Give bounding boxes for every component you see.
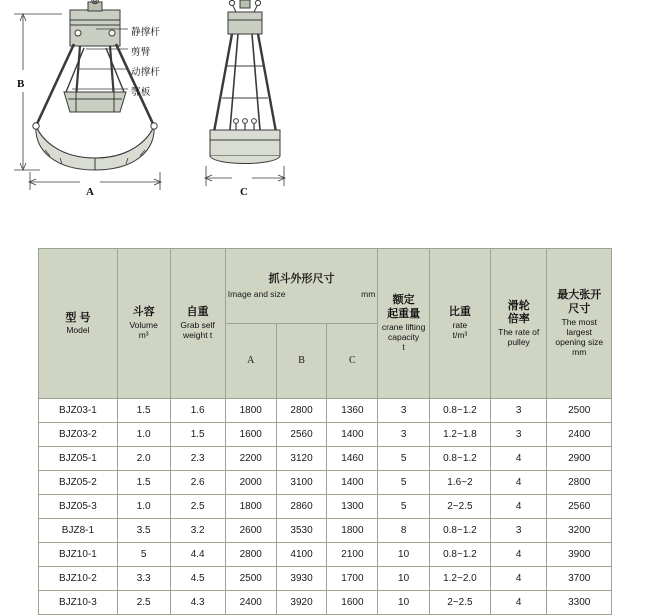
cell-rate: 1.2~1.8 — [429, 423, 490, 447]
cell-size-a: 2800 — [225, 543, 276, 567]
cell-size-c: 1400 — [327, 471, 378, 495]
callout-shear-arm: 剪臂 — [131, 47, 151, 58]
cell-volume: 2.5 — [117, 591, 170, 615]
specification-table — [38, 248, 612, 615]
cell-capacity: 3 — [378, 423, 430, 447]
header-grab-weight-en: Grab self — [180, 319, 215, 330]
cell-pulley: 3 — [490, 399, 546, 423]
cell-opening: 2400 — [547, 423, 612, 447]
header-pulley-cn2: 倍率 — [507, 313, 530, 326]
grab-bucket-diagram — [0, 0, 650, 235]
cell-size-c: 1300 — [327, 495, 378, 519]
cell-volume: 5 — [117, 543, 170, 567]
cell-size-a: 2400 — [225, 591, 276, 615]
header-volume-en: Volume — [129, 319, 158, 330]
cell-size-a: 1800 — [225, 495, 276, 519]
cell-rate: 0.8~1.2 — [429, 447, 490, 471]
dimension-label-b: B — [17, 78, 25, 90]
header-pulley-en2: pulley — [507, 337, 530, 348]
header-size-group-en: Image and size — [227, 288, 286, 299]
cell-size-b: 3120 — [276, 447, 327, 471]
cell-volume: 1.5 — [117, 471, 170, 495]
cell-size-b: 3100 — [276, 471, 327, 495]
cell-opening: 3900 — [547, 543, 612, 567]
cell-rate: 0.8~1.2 — [429, 399, 490, 423]
header-pulley-en1: The rate of — [498, 327, 540, 338]
cell-size-b: 3530 — [276, 519, 327, 543]
cell-size-b: 4100 — [276, 543, 327, 567]
cell-model: BJZ03-2 — [39, 423, 118, 447]
cell-opening: 3200 — [547, 519, 612, 543]
cell-weight: 4.3 — [170, 591, 225, 615]
header-model-cn: 型 号 — [65, 311, 91, 324]
cell-capacity: 10 — [378, 591, 430, 615]
header-opening-en2: opening size — [555, 337, 604, 348]
cell-size-c: 1700 — [327, 567, 378, 591]
header-capacity-unit: t — [402, 342, 405, 353]
table-row — [39, 423, 612, 447]
header-capacity-en1: crane lifting — [381, 321, 426, 332]
header-model — [39, 249, 118, 399]
cell-capacity: 10 — [378, 567, 430, 591]
cell-opening: 2800 — [547, 471, 612, 495]
header-size-group — [225, 249, 378, 324]
cell-pulley: 3 — [490, 519, 546, 543]
cell-weight: 4.5 — [170, 567, 225, 591]
cell-volume: 1.0 — [117, 423, 170, 447]
table-row — [39, 495, 612, 519]
cell-opening: 3300 — [547, 591, 612, 615]
header-grab-weight — [170, 249, 225, 399]
cell-pulley: 4 — [490, 591, 546, 615]
cell-weight: 4.4 — [170, 543, 225, 567]
header-size-c: C — [327, 324, 378, 399]
cell-pulley: 4 — [490, 567, 546, 591]
cell-pulley: 4 — [490, 495, 546, 519]
table-row — [39, 519, 612, 543]
header-rate-unit: t/m³ — [452, 330, 468, 341]
cell-volume: 3.5 — [117, 519, 170, 543]
callout-static-brace: 静撑杆 — [131, 27, 161, 38]
cell-volume: 2.0 — [117, 447, 170, 471]
cell-capacity: 5 — [378, 447, 430, 471]
cell-size-b: 2860 — [276, 495, 327, 519]
cell-size-a: 2500 — [225, 567, 276, 591]
cell-pulley: 3 — [490, 423, 546, 447]
header-rate — [429, 249, 490, 399]
cell-capacity: 3 — [378, 399, 430, 423]
table-row — [39, 399, 612, 423]
header-opening-cn2: 尺寸 — [568, 302, 591, 315]
callout-moving-brace: 动撑杆 — [131, 67, 161, 78]
header-grab-weight-unit: weight t — [183, 330, 213, 341]
cell-rate: 0.8~1.2 — [429, 519, 490, 543]
cell-capacity: 5 — [378, 471, 430, 495]
cell-size-c: 2100 — [327, 543, 378, 567]
cell-size-a: 1600 — [225, 423, 276, 447]
header-opening — [547, 249, 612, 399]
table-row — [39, 591, 612, 615]
right-view — [205, 0, 285, 186]
header-capacity-cn2: 起重量 — [387, 308, 421, 320]
header-volume-unit: m³ — [138, 330, 149, 341]
cell-rate: 1.6~2 — [429, 471, 490, 495]
header-capacity — [378, 249, 430, 399]
dimension-label-c: C — [240, 186, 248, 198]
cell-volume: 1.5 — [117, 399, 170, 423]
cell-size-b: 2800 — [276, 399, 327, 423]
cell-size-a: 2200 — [225, 447, 276, 471]
cell-size-c: 1460 — [327, 447, 378, 471]
cell-size-c: 1600 — [327, 591, 378, 615]
header-size-group-cn: 抓斗外形尺寸 — [268, 272, 335, 285]
callout-jaw-plate: 鄂板 — [131, 87, 151, 98]
header-capacity-cn1: 额定 — [392, 294, 415, 307]
header-opening-en1: The most largest — [561, 316, 597, 337]
dimension-c — [205, 166, 285, 186]
header-volume — [117, 249, 170, 399]
header-rate-cn: 比重 — [448, 306, 471, 319]
cell-weight: 1.5 — [170, 423, 225, 447]
cell-weight: 3.2 — [170, 519, 225, 543]
header-size-b: B — [276, 324, 327, 399]
cell-weight: 2.6 — [170, 471, 225, 495]
cell-pulley: 4 — [490, 447, 546, 471]
cell-size-a: 1800 — [225, 399, 276, 423]
cell-weight: 2.3 — [170, 447, 225, 471]
cell-capacity: 8 — [378, 519, 430, 543]
left-view-center-block — [64, 92, 126, 112]
header-size-a: A — [225, 324, 276, 399]
cell-rate: 2~2.5 — [429, 591, 490, 615]
header-model-en: Model — [66, 325, 90, 336]
header-capacity-en2: capacity — [388, 331, 420, 342]
table-body — [39, 399, 612, 615]
table-row — [39, 471, 612, 495]
left-view-head — [70, 0, 120, 46]
cell-model: BJZ05-3 — [39, 495, 118, 519]
cell-opening: 3700 — [547, 567, 612, 591]
header-pulley — [490, 249, 546, 399]
left-view-shells — [33, 123, 157, 170]
cell-size-c: 1360 — [327, 399, 378, 423]
cell-volume: 1.0 — [117, 495, 170, 519]
table-row — [39, 567, 612, 591]
cell-opening: 2560 — [547, 495, 612, 519]
cell-model: BJZ10-2 — [39, 567, 118, 591]
cell-size-a: 2000 — [225, 471, 276, 495]
dimension-b — [14, 14, 62, 170]
table-row — [39, 447, 612, 471]
cell-opening: 2900 — [547, 447, 612, 471]
cell-model: BJZ03-1 — [39, 399, 118, 423]
cell-weight: 1.6 — [170, 399, 225, 423]
cell-model: BJZ8-1 — [39, 519, 118, 543]
header-pulley-cn1: 滑轮 — [507, 299, 530, 312]
header-grab-weight-cn: 自重 — [186, 306, 209, 319]
cell-model: BJZ05-2 — [39, 471, 118, 495]
cell-size-a: 2600 — [225, 519, 276, 543]
cell-model: BJZ10-3 — [39, 591, 118, 615]
diagram-drawing — [0, 0, 650, 235]
cell-size-c: 1800 — [327, 519, 378, 543]
cell-model: BJZ10-1 — [39, 543, 118, 567]
cell-size-b: 3920 — [276, 591, 327, 615]
cell-size-b: 3930 — [276, 567, 327, 591]
header-volume-cn: 斗容 — [132, 306, 155, 319]
table-row — [39, 543, 612, 567]
header-opening-unit: mm — [572, 347, 587, 358]
header-opening-cn1: 最大张开 — [557, 289, 602, 302]
cell-weight: 2.5 — [170, 495, 225, 519]
cell-size-b: 2560 — [276, 423, 327, 447]
cell-capacity: 10 — [378, 543, 430, 567]
cell-rate: 1.2~2.0 — [429, 567, 490, 591]
header-rate-en: rate — [452, 319, 468, 330]
cell-pulley: 4 — [490, 471, 546, 495]
cell-capacity: 5 — [378, 495, 430, 519]
table-header — [39, 249, 612, 399]
cell-pulley: 4 — [490, 543, 546, 567]
dimension-a — [29, 172, 161, 190]
cell-rate: 0.8~1.2 — [429, 543, 490, 567]
header-size-group-unit: mm — [361, 288, 376, 299]
cell-rate: 2~2.5 — [429, 495, 490, 519]
dimension-label-a: A — [86, 186, 94, 198]
cell-volume: 3.3 — [117, 567, 170, 591]
cell-size-c: 1400 — [327, 423, 378, 447]
cell-model: BJZ05-1 — [39, 447, 118, 471]
cell-opening: 2500 — [547, 399, 612, 423]
table-header-row-main — [39, 249, 612, 324]
